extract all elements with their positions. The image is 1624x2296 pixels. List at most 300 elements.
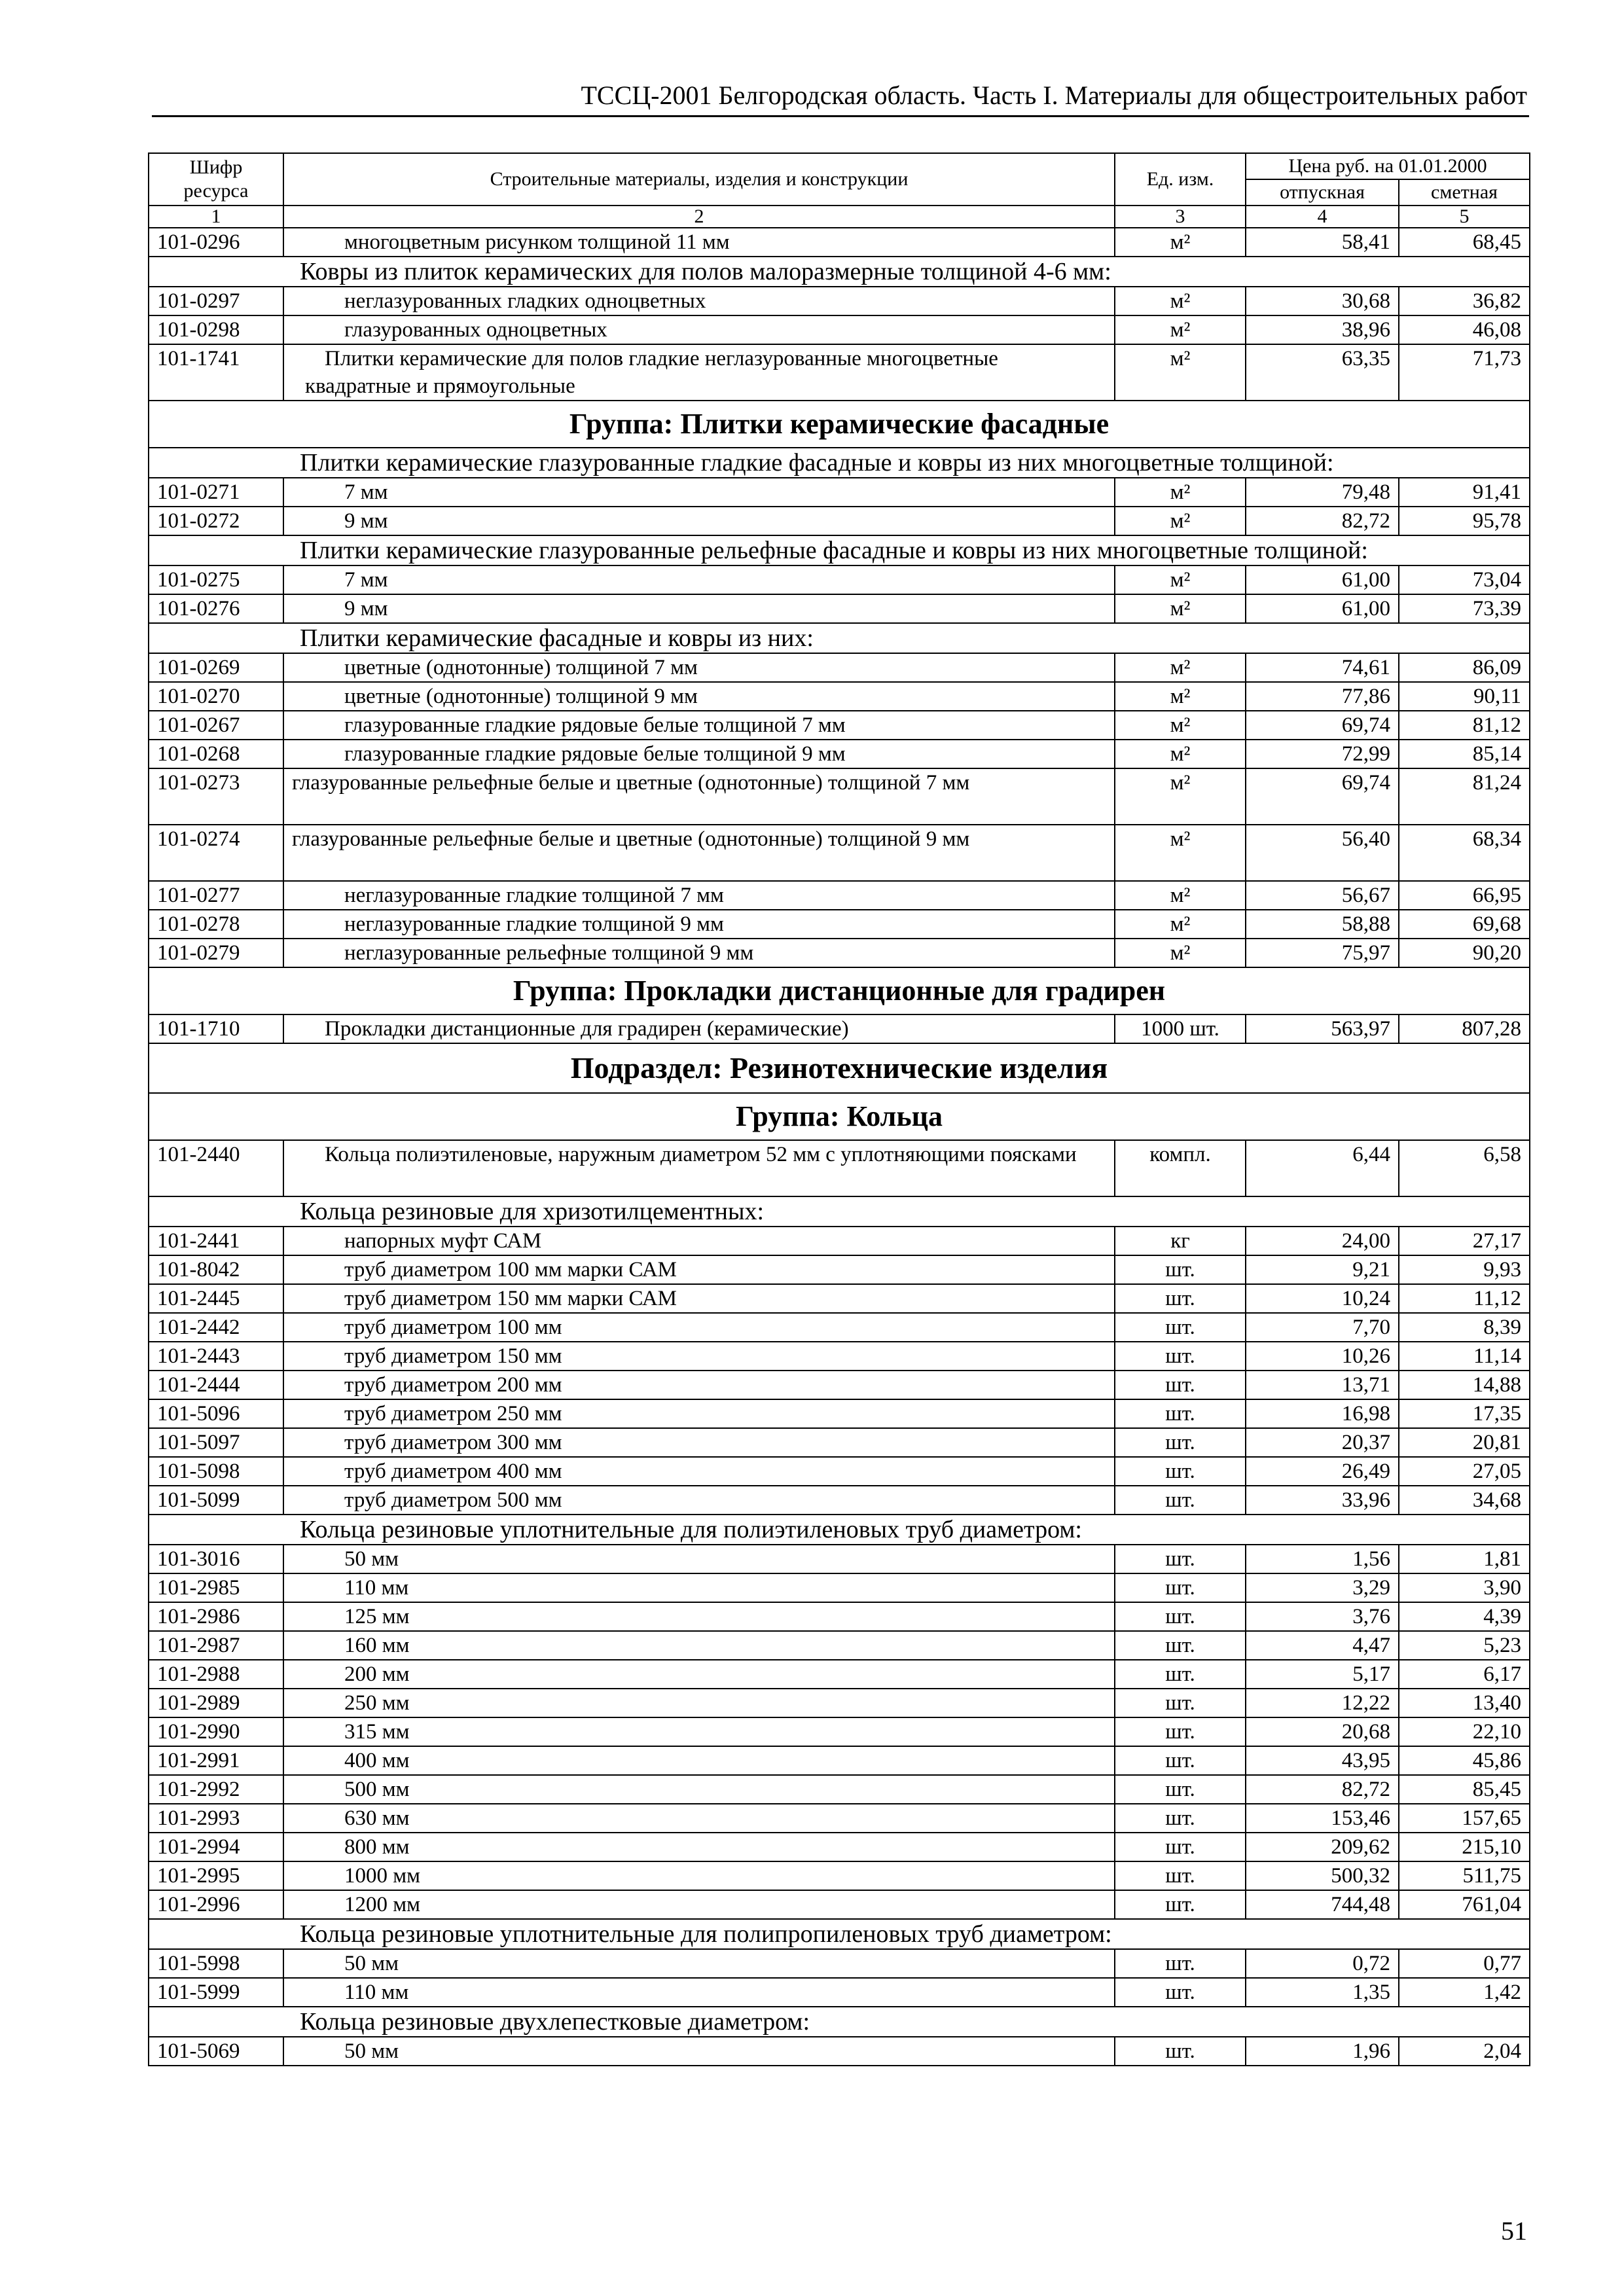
section-heading: Подраздел: Резинотехнические изделия (149, 1043, 1530, 1093)
resource-code: 101-0278 (149, 910, 283, 939)
material-name-cell (283, 1428, 1115, 1457)
table-row (149, 711, 1530, 740)
resource-code: 101-2996 (149, 1890, 283, 1919)
material-name-cell (283, 315, 1115, 344)
resource-code: 101-2995 (149, 1861, 283, 1890)
price-table (148, 152, 1530, 2066)
material-name: глазурованные гладкие рядовые белые толщиной 9 мм (344, 742, 846, 766)
resource-code: 101-2440 (149, 1140, 283, 1196)
material-name-cell (283, 1545, 1115, 1573)
table-row (149, 1689, 1530, 1717)
unit: шт. (1115, 1978, 1246, 2007)
unit: шт. (1115, 1313, 1246, 1342)
release-price: 16,98 (1246, 1399, 1399, 1428)
resource-code: 101-3016 (149, 1545, 283, 1573)
group-heading-row (149, 967, 1530, 1014)
table-row (149, 1717, 1530, 1746)
material-name-cell (283, 287, 1115, 315)
unit: м² (1115, 653, 1246, 682)
material-name: неглазурованные гладкие толщиной 9 мм (344, 912, 724, 936)
release-price: 69,74 (1246, 768, 1399, 825)
table-row (149, 1486, 1530, 1515)
unit: м² (1115, 910, 1246, 939)
resource-code: 101-1741 (149, 344, 283, 401)
estimate-price: 761,04 (1399, 1890, 1530, 1919)
unit: м² (1115, 682, 1246, 711)
material-name-cell (283, 653, 1115, 682)
release-price: 10,24 (1246, 1284, 1399, 1313)
release-price: 13,71 (1246, 1371, 1399, 1399)
material-name: глазурованные рельефные белые и цветные (однотонные) толщиной 9 мм (292, 827, 970, 851)
table-row (149, 1428, 1530, 1457)
material-name: 1000 мм (344, 1864, 421, 1888)
estimate-price: 81,12 (1399, 711, 1530, 740)
release-price: 63,35 (1246, 344, 1399, 401)
material-name: 7 мм (344, 568, 388, 592)
resource-code: 101-5069 (149, 2037, 283, 2066)
estimate-price: 81,24 (1399, 768, 1530, 825)
release-price: 24,00 (1246, 1227, 1399, 1255)
estimate-price: 157,65 (1399, 1804, 1530, 1833)
release-price: 1,96 (1246, 2037, 1399, 2066)
unit: шт. (1115, 1775, 1246, 1804)
resource-code: 101-0277 (149, 881, 283, 910)
table-row (149, 825, 1530, 881)
table-body (149, 228, 1530, 2066)
table-row (149, 1890, 1530, 1919)
resource-code: 101-2444 (149, 1371, 283, 1399)
material-name-cell (283, 910, 1115, 939)
estimate-price: 90,20 (1399, 939, 1530, 967)
material-name: 200 мм (344, 1662, 410, 1686)
subheader-text: Плитки керамические глазурованные рельефные фасадные и ковры из них многоцветные толщиной: (300, 537, 1368, 564)
material-name: Плитки керамические для полов гладкие неглазурованные многоцветные квадратные и прямоугольные (305, 347, 998, 398)
release-price: 5,17 (1246, 1660, 1399, 1689)
table-row (149, 1660, 1530, 1689)
release-price: 56,40 (1246, 825, 1399, 881)
material-name-cell (283, 1313, 1115, 1342)
material-name: неглазурованных гладких одноцветных (344, 289, 706, 313)
release-price: 82,72 (1246, 507, 1399, 535)
subheader-text: Кольца резиновые для хризотилцементных: (300, 1198, 765, 1225)
estimate-price: 46,08 (1399, 315, 1530, 344)
table-row (149, 228, 1530, 257)
estimate-price: 2,04 (1399, 2037, 1530, 2066)
release-price: 12,22 (1246, 1689, 1399, 1717)
resource-code: 101-2445 (149, 1284, 283, 1313)
unit: шт. (1115, 1255, 1246, 1284)
material-name-cell (283, 1457, 1115, 1486)
estimate-price: 1,42 (1399, 1978, 1530, 2007)
unit: шт. (1115, 1399, 1246, 1428)
material-name-cell (283, 1371, 1115, 1399)
header-rule (152, 115, 1529, 117)
resource-code: 101-5998 (149, 1949, 283, 1978)
estimate-price: 9,93 (1399, 1255, 1530, 1284)
resource-code: 101-0279 (149, 939, 283, 967)
release-price: 1,56 (1246, 1545, 1399, 1573)
material-name: 160 мм (344, 1634, 410, 1657)
resource-code: 101-0269 (149, 653, 283, 682)
unit: м² (1115, 565, 1246, 594)
subheader-text: Плитки керамические фасадные и ковры из них: (300, 624, 814, 652)
material-name: 9 мм (344, 597, 388, 620)
unit: шт. (1115, 1602, 1246, 1631)
unit: м² (1115, 507, 1246, 535)
group-heading: Группа: Прокладки дистанционные для градирен (149, 967, 1530, 1014)
estimate-price: 34,68 (1399, 1486, 1530, 1515)
estimate-price: 95,78 (1399, 507, 1530, 535)
material-name: 250 мм (344, 1691, 410, 1715)
subheader-cell (149, 1196, 1530, 1227)
material-name-cell (283, 711, 1115, 740)
material-name: труб диаметром 100 мм марки САМ (344, 1258, 677, 1282)
resource-code: 101-0268 (149, 740, 283, 768)
material-name: 800 мм (344, 1835, 410, 1859)
subheader-row (149, 448, 1530, 478)
material-name-cell (283, 228, 1115, 257)
material-name: 50 мм (344, 2039, 399, 2063)
subheader-cell (149, 2007, 1530, 2037)
material-name: цветные (однотонные) толщиной 7 мм (344, 656, 698, 679)
estimate-price: 71,73 (1399, 344, 1530, 401)
release-price: 82,72 (1246, 1775, 1399, 1804)
material-name: 110 мм (344, 1576, 409, 1600)
material-name-cell (283, 1689, 1115, 1717)
release-price: 61,00 (1246, 594, 1399, 623)
unit: шт. (1115, 2037, 1246, 2066)
resource-code: 101-2990 (149, 1717, 283, 1746)
release-price: 20,68 (1246, 1717, 1399, 1746)
estimate-price: 11,14 (1399, 1342, 1530, 1371)
estimate-price: 5,23 (1399, 1631, 1530, 1660)
material-name: 500 мм (344, 1778, 410, 1801)
unit: шт. (1115, 1689, 1246, 1717)
table-row (149, 594, 1530, 623)
material-name-cell (283, 1890, 1115, 1919)
material-name-cell (283, 1949, 1115, 1978)
unit: м² (1115, 768, 1246, 825)
material-name-cell (283, 2037, 1115, 2066)
table-row (149, 1371, 1530, 1399)
material-name-cell (283, 1804, 1115, 1833)
unit: шт. (1115, 1545, 1246, 1573)
material-name-cell (283, 1014, 1115, 1043)
page-number: 51 (1501, 2216, 1527, 2246)
table-row (149, 1631, 1530, 1660)
table-row (149, 287, 1530, 315)
resource-code: 101-0296 (149, 228, 283, 257)
subheader-row (149, 535, 1530, 565)
table-row (149, 1545, 1530, 1573)
material-name: 1200 мм (344, 1893, 421, 1916)
release-price: 744,48 (1246, 1890, 1399, 1919)
unit: м² (1115, 228, 1246, 257)
resource-code: 101-5099 (149, 1486, 283, 1515)
material-name: Прокладки дистанционные для градирен (керамические) (325, 1017, 849, 1041)
estimate-price: 86,09 (1399, 653, 1530, 682)
material-name-cell (283, 939, 1115, 967)
table-row (149, 1602, 1530, 1631)
material-name-cell (283, 768, 1115, 825)
unit: шт. (1115, 1457, 1246, 1486)
resource-code: 101-2987 (149, 1631, 283, 1660)
column-number: 1 (149, 206, 283, 228)
table-row (149, 1978, 1530, 2007)
unit: компл. (1115, 1140, 1246, 1196)
resource-code: 101-5096 (149, 1399, 283, 1428)
subheader-cell (149, 535, 1530, 565)
material-name: 9 мм (344, 509, 388, 533)
table-row (149, 1342, 1530, 1371)
material-name-cell (283, 1602, 1115, 1631)
estimate-price: 85,45 (1399, 1775, 1530, 1804)
subheader-text: Ковры из плиток керамических для полов малоразмерные толщиной 4-6 мм: (300, 258, 1111, 285)
release-price: 61,00 (1246, 565, 1399, 594)
resource-code: 101-2994 (149, 1833, 283, 1861)
material-name: 630 мм (344, 1806, 410, 1830)
table-row (149, 1399, 1530, 1428)
group-heading-row (149, 401, 1530, 448)
release-price: 563,97 (1246, 1014, 1399, 1043)
table-row (149, 881, 1530, 910)
material-name: 110 мм (344, 1981, 409, 2004)
material-name-cell (283, 682, 1115, 711)
table-row (149, 740, 1530, 768)
table-row (149, 1573, 1530, 1602)
material-name-cell (283, 1631, 1115, 1660)
resource-code: 101-2985 (149, 1573, 283, 1602)
unit: м² (1115, 315, 1246, 344)
table-row (149, 1949, 1530, 1978)
material-name: 7 мм (344, 480, 388, 504)
table-row (149, 1775, 1530, 1804)
material-name: труб диаметром 200 мм (344, 1373, 562, 1397)
release-price: 500,32 (1246, 1861, 1399, 1890)
unit: м² (1115, 711, 1246, 740)
unit: шт. (1115, 1428, 1246, 1457)
material-name-cell (283, 1660, 1115, 1689)
material-name-cell (283, 1399, 1115, 1428)
material-name: Кольца полиэтиленовые, наружным диаметром 52 мм с уплотняющими поясками (325, 1143, 1077, 1166)
material-name-cell (283, 507, 1115, 535)
unit: м² (1115, 881, 1246, 910)
subheader-text: Плитки керамические глазурованные гладкие фасадные и ковры из них многоцветные толщиной: (300, 449, 1334, 476)
material-name-cell (283, 1775, 1115, 1804)
material-name: 125 мм (344, 1605, 410, 1628)
estimate-price: 511,75 (1399, 1861, 1530, 1890)
material-name: напорных муфт САМ (344, 1229, 542, 1253)
header-name: Строительные материалы, изделия и конструкции (283, 153, 1115, 206)
material-name-cell (283, 344, 1115, 401)
release-price: 153,46 (1246, 1804, 1399, 1833)
material-name-cell (283, 1255, 1115, 1284)
table-row (149, 344, 1530, 401)
estimate-price: 3,90 (1399, 1573, 1530, 1602)
material-name-cell (283, 1227, 1115, 1255)
material-name: многоцветным рисунком толщиной 11 мм (344, 230, 730, 254)
table-row (149, 1255, 1530, 1284)
unit: шт. (1115, 1573, 1246, 1602)
resource-code: 101-2988 (149, 1660, 283, 1689)
unit: шт. (1115, 1371, 1246, 1399)
estimate-price: 1,81 (1399, 1545, 1530, 1573)
table-row (149, 507, 1530, 535)
unit: м² (1115, 287, 1246, 315)
material-name-cell (283, 1746, 1115, 1775)
estimate-price: 22,10 (1399, 1717, 1530, 1746)
table-row (149, 1284, 1530, 1313)
header-price: Цена руб. на 01.01.2000 (1246, 153, 1530, 179)
material-name-cell (283, 825, 1115, 881)
estimate-price: 73,04 (1399, 565, 1530, 594)
resource-code: 101-2993 (149, 1804, 283, 1833)
material-name: труб диаметром 100 мм (344, 1316, 562, 1339)
estimate-price: 27,17 (1399, 1227, 1530, 1255)
table-row (149, 768, 1530, 825)
release-price: 30,68 (1246, 287, 1399, 315)
estimate-price: 807,28 (1399, 1014, 1530, 1043)
unit: м² (1115, 740, 1246, 768)
estimate-price: 8,39 (1399, 1313, 1530, 1342)
resource-code: 101-1710 (149, 1014, 283, 1043)
material-name: труб диаметром 150 мм марки САМ (344, 1287, 677, 1310)
resource-code: 101-0298 (149, 315, 283, 344)
material-name-cell (283, 478, 1115, 507)
material-name-cell (283, 1978, 1115, 2007)
table-row (149, 1140, 1530, 1196)
release-price: 74,61 (1246, 653, 1399, 682)
release-price: 69,74 (1246, 711, 1399, 740)
subheader-cell (149, 257, 1530, 287)
table-row (149, 2037, 1530, 2066)
material-name: труб диаметром 250 мм (344, 1402, 562, 1426)
unit: шт. (1115, 1631, 1246, 1660)
resource-code: 101-0271 (149, 478, 283, 507)
material-name: глазурованные гладкие рядовые белые толщиной 7 мм (344, 713, 846, 737)
resource-code: 101-0275 (149, 565, 283, 594)
subheader-cell (149, 1919, 1530, 1949)
unit: шт. (1115, 1804, 1246, 1833)
resource-code: 101-8042 (149, 1255, 283, 1284)
column-number: 4 (1246, 206, 1399, 228)
resource-code: 101-2442 (149, 1313, 283, 1342)
unit: шт. (1115, 1284, 1246, 1313)
estimate-price: 14,88 (1399, 1371, 1530, 1399)
release-price: 43,95 (1246, 1746, 1399, 1775)
release-price: 38,96 (1246, 315, 1399, 344)
subheader-row (149, 2007, 1530, 2037)
material-name-cell (283, 1573, 1115, 1602)
resource-code: 101-0273 (149, 768, 283, 825)
subheader-row (149, 623, 1530, 653)
material-name: 50 мм (344, 1952, 399, 1975)
estimate-price: 45,86 (1399, 1746, 1530, 1775)
unit: м² (1115, 939, 1246, 967)
header-release: отпускная (1246, 179, 1399, 206)
unit: м² (1115, 344, 1246, 401)
table-row (149, 478, 1530, 507)
table-row (149, 1313, 1530, 1342)
estimate-price: 6,17 (1399, 1660, 1530, 1689)
resource-code: 101-5097 (149, 1428, 283, 1457)
material-name-cell (283, 1342, 1115, 1371)
group-heading-row (149, 1093, 1530, 1140)
subheader-row (149, 257, 1530, 287)
estimate-price: 17,35 (1399, 1399, 1530, 1428)
release-price: 0,72 (1246, 1949, 1399, 1978)
material-name: неглазурованные гладкие толщиной 7 мм (344, 884, 724, 907)
material-name: труб диаметром 500 мм (344, 1488, 562, 1512)
release-price: 20,37 (1246, 1428, 1399, 1457)
release-price: 209,62 (1246, 1833, 1399, 1861)
subheader-cell (149, 1515, 1530, 1545)
release-price: 10,26 (1246, 1342, 1399, 1371)
subheader-text: Кольца резиновые уплотнительные для полипропиленовых труб диаметром: (300, 1920, 1112, 1948)
resource-code: 101-2991 (149, 1746, 283, 1775)
table-row (149, 1746, 1530, 1775)
material-name-cell (283, 594, 1115, 623)
table-row (149, 910, 1530, 939)
unit: шт. (1115, 1486, 1246, 1515)
unit: шт. (1115, 1949, 1246, 1978)
resource-code: 101-0274 (149, 825, 283, 881)
material-name: труб диаметром 300 мм (344, 1431, 562, 1454)
page-header-title: ТССЦ-2001 Белгородская область. Часть I. Материалы для общестроительных работ (581, 81, 1527, 110)
material-name-cell (283, 1486, 1115, 1515)
estimate-price: 11,12 (1399, 1284, 1530, 1313)
unit: шт. (1115, 1861, 1246, 1890)
estimate-price: 4,39 (1399, 1602, 1530, 1631)
resource-code: 101-5098 (149, 1457, 283, 1486)
column-number: 3 (1115, 206, 1246, 228)
table-row (149, 1014, 1530, 1043)
estimate-price: 20,81 (1399, 1428, 1530, 1457)
release-price: 3,76 (1246, 1602, 1399, 1631)
unit: м² (1115, 594, 1246, 623)
estimate-price: 85,14 (1399, 740, 1530, 768)
release-price: 6,44 (1246, 1140, 1399, 1196)
unit: м² (1115, 478, 1246, 507)
release-price: 58,88 (1246, 910, 1399, 939)
material-name-cell (283, 1833, 1115, 1861)
resource-code: 101-2443 (149, 1342, 283, 1371)
section-heading-row (149, 1043, 1530, 1093)
estimate-price: 69,68 (1399, 910, 1530, 939)
unit: шт. (1115, 1660, 1246, 1689)
material-name: глазурованных одноцветных (344, 318, 607, 342)
material-name-cell (283, 565, 1115, 594)
resource-code: 101-0270 (149, 682, 283, 711)
release-price: 4,47 (1246, 1631, 1399, 1660)
resource-code: 101-2989 (149, 1689, 283, 1717)
subheader-text: Кольца резиновые уплотнительные для полиэтиленовых труб диаметром: (300, 1516, 1082, 1543)
release-price: 56,67 (1246, 881, 1399, 910)
table-row (149, 1804, 1530, 1833)
unit: кг (1115, 1227, 1246, 1255)
material-name-cell (283, 1284, 1115, 1313)
resource-code: 101-0272 (149, 507, 283, 535)
release-price: 3,29 (1246, 1573, 1399, 1602)
header-unit: Ед. изм. (1115, 153, 1246, 206)
material-name: труб диаметром 400 мм (344, 1460, 562, 1483)
resource-code: 101-2986 (149, 1602, 283, 1631)
material-name: труб диаметром 150 мм (344, 1344, 562, 1368)
unit: шт. (1115, 1717, 1246, 1746)
table-row (149, 315, 1530, 344)
release-price: 33,96 (1246, 1486, 1399, 1515)
material-name-cell (283, 1861, 1115, 1890)
